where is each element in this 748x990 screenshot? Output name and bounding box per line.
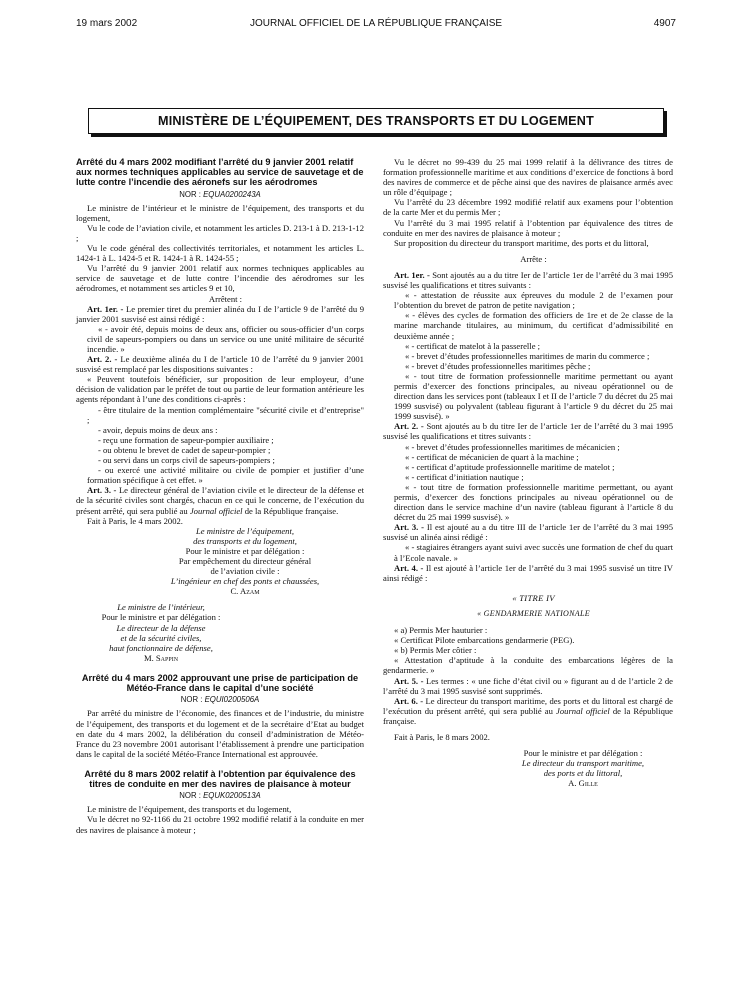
article-2: Art. 2. - Le deuxième alinéa du I de l’article 10 de l’arrêté du 9 janvier 2001 susvisé est remplacé par les dispositions suivantes : bbox=[76, 354, 364, 375]
paragraph: Vu l’arrêté du 3 mai 1995 relatif à l’obtention par équivalence des titres de conduite en mer des navires de plaisance à moteur ; bbox=[383, 217, 673, 238]
list-item: - avoir, depuis moins de deux ans : bbox=[98, 424, 218, 435]
paragraph: Vu le code général des collectivités territoriales, et notamment les articles L. 1424-1 à L. 1424-5 et R. 1424-1 à R. 1424-55 ; bbox=[76, 243, 364, 264]
right-column bbox=[383, 157, 673, 788]
list-item: - être titulaire de la mention complémentaire "sécurité civile et d’entreprise" ; bbox=[87, 404, 364, 425]
list-item: « - avoir été, depuis moins de deux ans, officier ou sous-officier d’un corps civil de sapeurs-pompiers ou dans un service ou une unité militaire de sécurité incendie. » bbox=[87, 323, 364, 355]
page-header bbox=[76, 18, 676, 34]
list-item: « - certificat d’aptitude professionnelle maritime de matelot ; bbox=[405, 461, 615, 472]
paragraph: « Attestation d’aptitude à la conduite des embarcations légères de la gendarmerie. » bbox=[383, 655, 673, 676]
paragraph: Sur proposition du directeur du transport maritime, des ports et du littoral, bbox=[394, 237, 649, 248]
list-item: « - brevet d’études professionnelles maritimes de mécanicien ; bbox=[405, 441, 620, 452]
signature-block-1: Le ministre de l’équipement, des transports et du logement, Pour le ministre et par délégation : Par empêchement du directeur général de l’aviation civile : L’ingénieur en chef des ponts et chaussées, C. Azam bbox=[170, 525, 320, 597]
list-item: « - brevet d’études professionnelles maritimes de marin du commerce ; bbox=[405, 350, 650, 361]
nor-reference-2: NOR : EQUI0200506A bbox=[180, 695, 260, 705]
paragraph: Vu le code de l’aviation civile, et notamment les articles D. 213-1 à D. 213-1-12 ; bbox=[76, 222, 364, 243]
arretent-heading: Arrêtent : bbox=[208, 293, 243, 304]
article-3: Art. 3. - Le directeur général de l’aviation civile et le directeur de la défense et de la sécurité civiles sont chargés, chacun en ce qui le concerne, de l’exécution du présent arrêté, qui sera publié au Journal officiel de la République française. bbox=[76, 485, 364, 516]
list-item: « - élèves des cycles de formation des officiers de 1re et de 2e classe de la marine marchande titulaires, au minimum, du certificat d’admissibilité en deuxième année ; bbox=[394, 310, 673, 341]
article-1: Art. 1er. - Le premier tiret du premier alinéa du I de l’article 9 de l’arrêté du 9 janvier 2001 susvisé est ainsi rédigé : bbox=[76, 303, 364, 324]
list-item: « - tout titre de formation professionnelle maritime permettant, ou ayant permis, d’exercer des fonctions principales au niveau opérationnel ou de direction dans le service machine d’un navire (tableau figurant à l’article 8 du décret du 25 mai 1999 susvisé). » bbox=[394, 481, 673, 523]
paragraph: Le ministre de l’intérieur et le ministre de l’équipement, des transports et du logement, bbox=[76, 202, 364, 223]
header-page-number: 4907 bbox=[653, 18, 676, 29]
paragraph: « Peuvent toutefois bénéficier, sur proposition de leur employeur, d’une décision de validation par le préfet de tout ou partie de leur formation antérieure les agents répondant à l’une des conditions ci-après : bbox=[76, 374, 364, 405]
signature-block-3: Pour le ministre et par délégation : Le directeur du transport maritime, des ports et du littoral, A. Gille bbox=[521, 748, 645, 789]
paragraph: « a) Permis Mer hauturier : bbox=[394, 625, 488, 636]
header-journal-title: JOURNAL OFFICIEL DE LA RÉPUBLIQUE FRANÇAISE bbox=[249, 18, 503, 29]
paragraph: Vu l’arrêté du 23 décembre 1992 modifié relatif aux examens pour l’obtention de la carte Mer et du permis Mer ; bbox=[383, 197, 673, 218]
list-item: « - certificat de matelot à la passerelle ; bbox=[405, 340, 541, 351]
list-item: « - tout titre de formation professionnelle maritime permettant ou ayant permis d’exercer des fonctions principales, au niveau opérationnel ou de direction dans les services pont (tableaux I et II de l’article 7 du décret du 25 mai 1999 susvisé) ou polyvalent (tableau figurant à l’article 9 du décret du 25 mai 1999 susvisé). » bbox=[394, 370, 673, 422]
signature-block-2: Le ministre de l’intérieur, Pour le ministre et par délégation : Le directeur de la défense et de la sécurité civiles, haut fonctionnaire de défense, M. Sappin bbox=[101, 602, 221, 663]
paragraph: Vu l’arrêté du 9 janvier 2001 relatif aux normes techniques applicables au service de sauvetage et de lutte contre l’incendie des aérodromes sur les aérodromes, et notamment ses articles 9 et 10, bbox=[76, 263, 364, 294]
list-item: - ou obtenu le brevet de cadet de sapeur-pompier ; bbox=[98, 444, 271, 455]
paragraph: Le ministre de l’équipement, des transports et du logement, bbox=[87, 804, 292, 815]
list-item: - ou servi dans un corps civil de sapeurs-pompiers ; bbox=[98, 455, 275, 466]
paragraph: Vu le décret no 99-439 du 25 mai 1999 relatif à la délivrance des titres de formation professionnelle maritime et aux conditions d’exercice de fonctions à bord des navires de commerce et de pêche ainsi que des navires de plaisance armés avec un rôle d’équipage ; bbox=[383, 157, 673, 198]
article-2: Art. 2. - Sont ajoutés au b du titre Ier de l’article 1er de l’arrêté du 3 mai 1995 susvisé les qualifications et titres suivants : bbox=[383, 421, 674, 442]
decree-title-3: Arrêté du 8 mars 2002 relatif à l’obtention par équivalence des titres de conduite en mer des navires de plaisance à moteur bbox=[84, 768, 356, 790]
decree-title-2: Arrêté du 4 mars 2002 approuvant une prise de participation de Météo-France dans le capital d’une société bbox=[81, 672, 359, 694]
list-item: « - certificat de mécanicien de quart à la machine ; bbox=[405, 451, 579, 462]
article-3: Art. 3. - Il est ajouté au a du titre III de l’article 1er de l’arrêté du 3 mai 1995 susvisé un alinéa ainsi rédigé : bbox=[383, 522, 673, 543]
gendarmerie-heading: « GENDARMERIE NATIONALE bbox=[477, 608, 590, 618]
list-item: « - certificat d’initiation nautique ; bbox=[405, 471, 524, 482]
arrete-heading: Arrête : bbox=[520, 253, 547, 264]
paragraph: « b) Permis Mer côtier : bbox=[394, 645, 477, 656]
header-date: 19 mars 2002 bbox=[76, 18, 138, 29]
list-item: - ou exercé une activité militaire ou civile de pompier et justifier d’une formation spécifique à cet effet. » bbox=[87, 465, 364, 486]
paragraph: Par arrêté du ministre de l’économie, des finances et de l’industrie, du ministre de l’équipement, des transports et du logement et de la secrétaire d’Etat au budget en date du 4 mars 2002, la délibération du conseil d’administration de Météo-France du 23 novembre 2001 autorisant l’établissement à prendre une participation dans le capital de la société Météo-France International est approuvée. bbox=[76, 708, 364, 759]
list-item: « - attestation de réussite aux épreuves du module 2 de l’examen pour l’obtention du brevet de patron de petite navigation ; bbox=[394, 290, 673, 311]
list-item: « - brevet d’études professionnelles maritimes pêche ; bbox=[405, 360, 591, 371]
fait-a-paris: Fait à Paris, le 8 mars 2002. bbox=[394, 731, 490, 742]
article-5: Art. 5. - Les termes : « une fiche d’état civil ou » figurant au d de l’article 2 de l’arrêté du 3 mai 1995 susvisé sont supprimés. bbox=[383, 675, 673, 696]
paragraph: Vu le décret no 92-1166 du 21 octobre 1992 modifié relatif à la conduite en mer des navires de plaisance à moteur ; bbox=[76, 814, 364, 835]
article-1: Art. 1er. - Sont ajoutés au a du titre Ier de l’article 1er de l’arrêté du 3 mai 1995 susvisé les qualifications et titres suivants : bbox=[383, 269, 673, 291]
left-column bbox=[76, 157, 364, 835]
article-4: Art. 4. - Il est ajouté à l’article 1er de l’arrêté du 3 mai 1995 susvisé un titre IV ainsi rédigé : bbox=[383, 562, 673, 583]
list-item: « - stagiaires étrangers ayant suivi avec succès une formation de chef du quart à l’Ecole navale. » bbox=[394, 542, 673, 563]
fait-a-paris: Fait à Paris, le 4 mars 2002. bbox=[87, 515, 183, 526]
list-item: - reçu une formation de sapeur-pompier auxiliaire ; bbox=[98, 434, 274, 445]
nor-reference-3: NOR : EQUK0200513A bbox=[179, 791, 261, 801]
decree-title-1: Arrêté du 4 mars 2002 modifiant l’arrêté du 9 janvier 2001 relatif aux normes techniques applicables au service de sauvetage et de lutte contre l’incendie des aéronefs sur les aérodromes bbox=[76, 157, 364, 188]
article-6: Art. 6. - Le directeur du transport maritime, des ports et du littoral est chargé de l’exécution du présent arrêté, qui sera publié au Journal officiel de la République française. bbox=[383, 695, 673, 726]
paragraph: « Certificat Pilote embarcations gendarmerie (PEG). bbox=[394, 635, 575, 646]
titre-iv-heading: « TITRE IV bbox=[512, 592, 555, 603]
ministry-banner: MINISTÈRE DE L’ÉQUIPEMENT, DES TRANSPORTS ET DU LOGEMENT bbox=[88, 108, 664, 134]
nor-reference-1: NOR : EQUA0200243A bbox=[179, 189, 261, 199]
